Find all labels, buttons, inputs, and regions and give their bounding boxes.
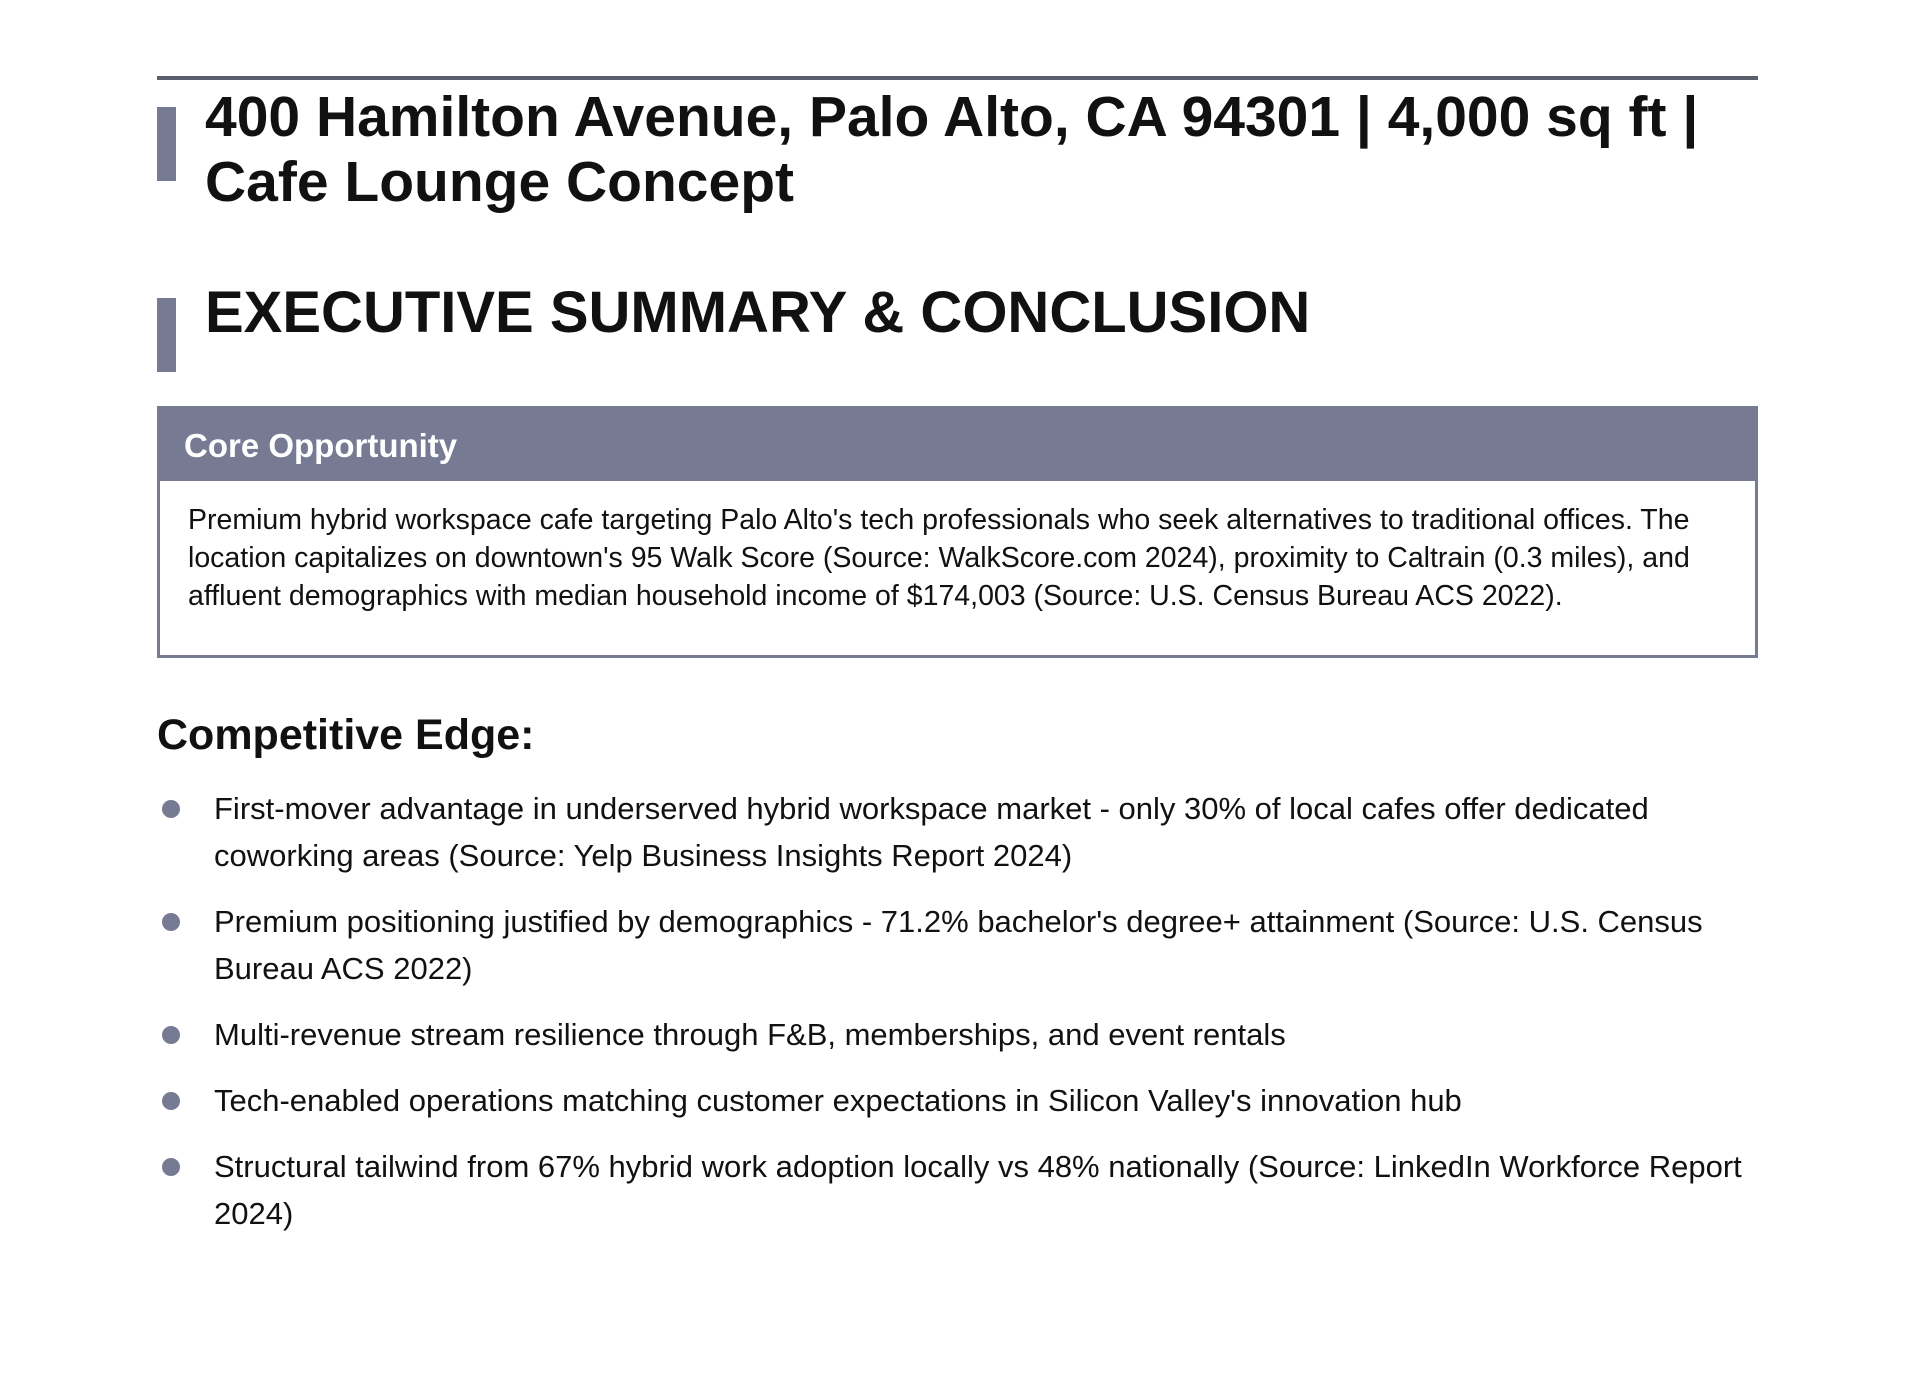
section-heading-block — [157, 280, 1758, 346]
bullet-icon — [162, 1026, 180, 1044]
top-rule — [157, 76, 1758, 80]
title-accent-bar — [157, 107, 176, 181]
list-item-text: Multi-revenue stream resilience through F&B, memberships, and event rentals — [214, 1017, 1286, 1052]
list-item — [157, 1143, 1758, 1237]
list-item-text: First-mover advantage in underserved hybrid workspace market - only 30% of local cafes offer dedicated coworking areas (Source: Yelp Business Insights Report 2024) — [214, 791, 1649, 873]
list-item-text: Premium positioning justified by demographics - 71.2% bachelor's degree+ attainment (Source: U.S. Census Bureau ACS 2022) — [214, 904, 1703, 986]
page-content — [157, 76, 1758, 1256]
competitive-edge-list — [157, 785, 1758, 1237]
core-opportunity-box — [157, 406, 1758, 658]
list-item — [157, 1011, 1758, 1058]
core-opportunity-heading: Core Opportunity — [157, 406, 1758, 481]
list-item — [157, 898, 1758, 992]
page-title: 400 Hamilton Avenue, Palo Alto, CA 94301 | 4,000 sq ft | Cafe Lounge Concept — [205, 85, 1699, 214]
bullet-icon — [162, 913, 180, 931]
bullet-icon — [162, 1092, 180, 1110]
bullet-icon — [162, 800, 180, 818]
competitive-edge-heading: Competitive Edge: — [157, 711, 535, 759]
bullet-icon — [162, 1158, 180, 1176]
section-accent-bar — [157, 298, 176, 372]
title-block — [157, 85, 1758, 215]
section-title: EXECUTIVE SUMMARY & CONCLUSION — [205, 280, 1311, 345]
list-item-text: Structural tailwind from 67% hybrid work adoption locally vs 48% nationally (Source: LinkedIn Workforce Report 2024) — [214, 1149, 1742, 1231]
list-item — [157, 785, 1758, 879]
list-item-text: Tech-enabled operations matching customer expectations in Silicon Valley's innovation hub — [214, 1083, 1462, 1118]
core-opportunity-body: Premium hybrid workspace cafe targeting Palo Alto's tech professionals who seek alternatives to traditional offices. The location capitalizes on downtown's 95 Walk Score (Source: WalkScore.com 2024), proximity to Caltrain (0.3 miles), and affluent demographics with median household income of $174,003 (Source: U.S. Census Bureau ACS 2022). — [188, 504, 1690, 612]
list-item — [157, 1077, 1758, 1124]
